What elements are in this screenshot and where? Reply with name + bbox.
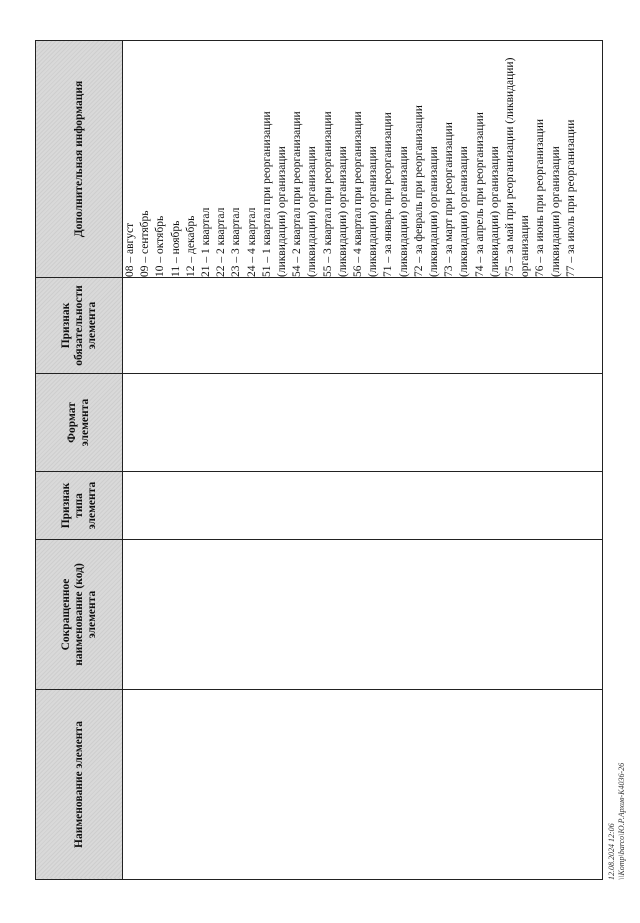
info-line: 22 – 2 квартал xyxy=(215,207,228,277)
info-line: 11 – ноябрь xyxy=(169,220,182,277)
info-line: 24 – 4 квартал xyxy=(245,207,258,277)
info-line: 74 – за апрель при реорганизации xyxy=(473,112,486,277)
info-line: 71 – за январь при реорганизации xyxy=(382,112,395,277)
info-line: (ликвидации) организации xyxy=(458,146,471,277)
info-line: 12 – декабрь xyxy=(184,215,197,277)
info-line: 77 – за июль при реорганизации xyxy=(564,119,577,277)
footer-file-path: \\Komp\barco\Ю.Р.Архив-К4036-26 xyxy=(617,762,626,880)
info-line: (ликвидации) организации xyxy=(276,146,289,277)
elements-table xyxy=(35,40,603,880)
info-line: (ликвидации) организации xyxy=(397,146,410,277)
header-element-format: Формат элемента xyxy=(36,374,123,472)
info-line: (ликвидации) организации xyxy=(428,146,441,277)
info-line: 08 – август xyxy=(124,222,136,277)
table-header-row xyxy=(36,41,123,880)
info-line: 56 – 4 квартал при реорганизации xyxy=(352,111,365,277)
info-line: 55 – 3 квартал при реорганизации xyxy=(321,111,334,277)
header-element-required: Признак обязательности элемента xyxy=(36,278,123,374)
cell-element-code xyxy=(123,540,603,690)
header-element-type: Признак типа элемента xyxy=(36,472,123,540)
cell-element-type xyxy=(123,472,603,540)
footer-note xyxy=(607,763,627,880)
info-line: 76 – за июнь при реорганизации xyxy=(534,118,547,277)
cell-additional-info xyxy=(123,41,603,278)
header-element-name: Наименование элемента xyxy=(36,690,123,880)
info-line: 51 – 1 квартал при реорганизации xyxy=(260,111,273,277)
header-element-code: Сокращенное наименование (код) элемента xyxy=(36,540,123,690)
info-line: 10 – октябрь xyxy=(154,215,167,277)
header-additional-info: Дополнительная информация xyxy=(36,41,123,278)
footer-timestamp: 12.08.2024 12:06 xyxy=(607,823,616,880)
info-line: организации xyxy=(519,215,532,277)
info-line: 75 – за май при реорганизации (ликвидации) xyxy=(504,57,517,277)
cell-element-name xyxy=(123,690,603,880)
info-line: (ликвидации) организации xyxy=(306,146,319,277)
info-line: 23 – 3 квартал xyxy=(230,207,243,277)
info-line: (ликвидации) организации xyxy=(336,146,349,277)
info-line: 73 – за март при реорганизации xyxy=(443,122,456,277)
info-line: 21 – 1 квартал xyxy=(200,207,213,277)
info-line: 54 – 2 квартал при реорганизации xyxy=(291,111,304,277)
info-line: 72 – за февраль при реорганизации xyxy=(412,105,425,277)
table-row xyxy=(123,41,603,880)
cell-element-format xyxy=(123,374,603,472)
info-line: (ликвидации) организации xyxy=(549,146,562,277)
cell-element-required xyxy=(123,278,603,374)
info-line: 09 – сентябрь xyxy=(139,210,152,277)
info-line: (ликвидации) организации xyxy=(367,146,380,277)
info-line: (ликвидации) организации xyxy=(488,146,501,277)
